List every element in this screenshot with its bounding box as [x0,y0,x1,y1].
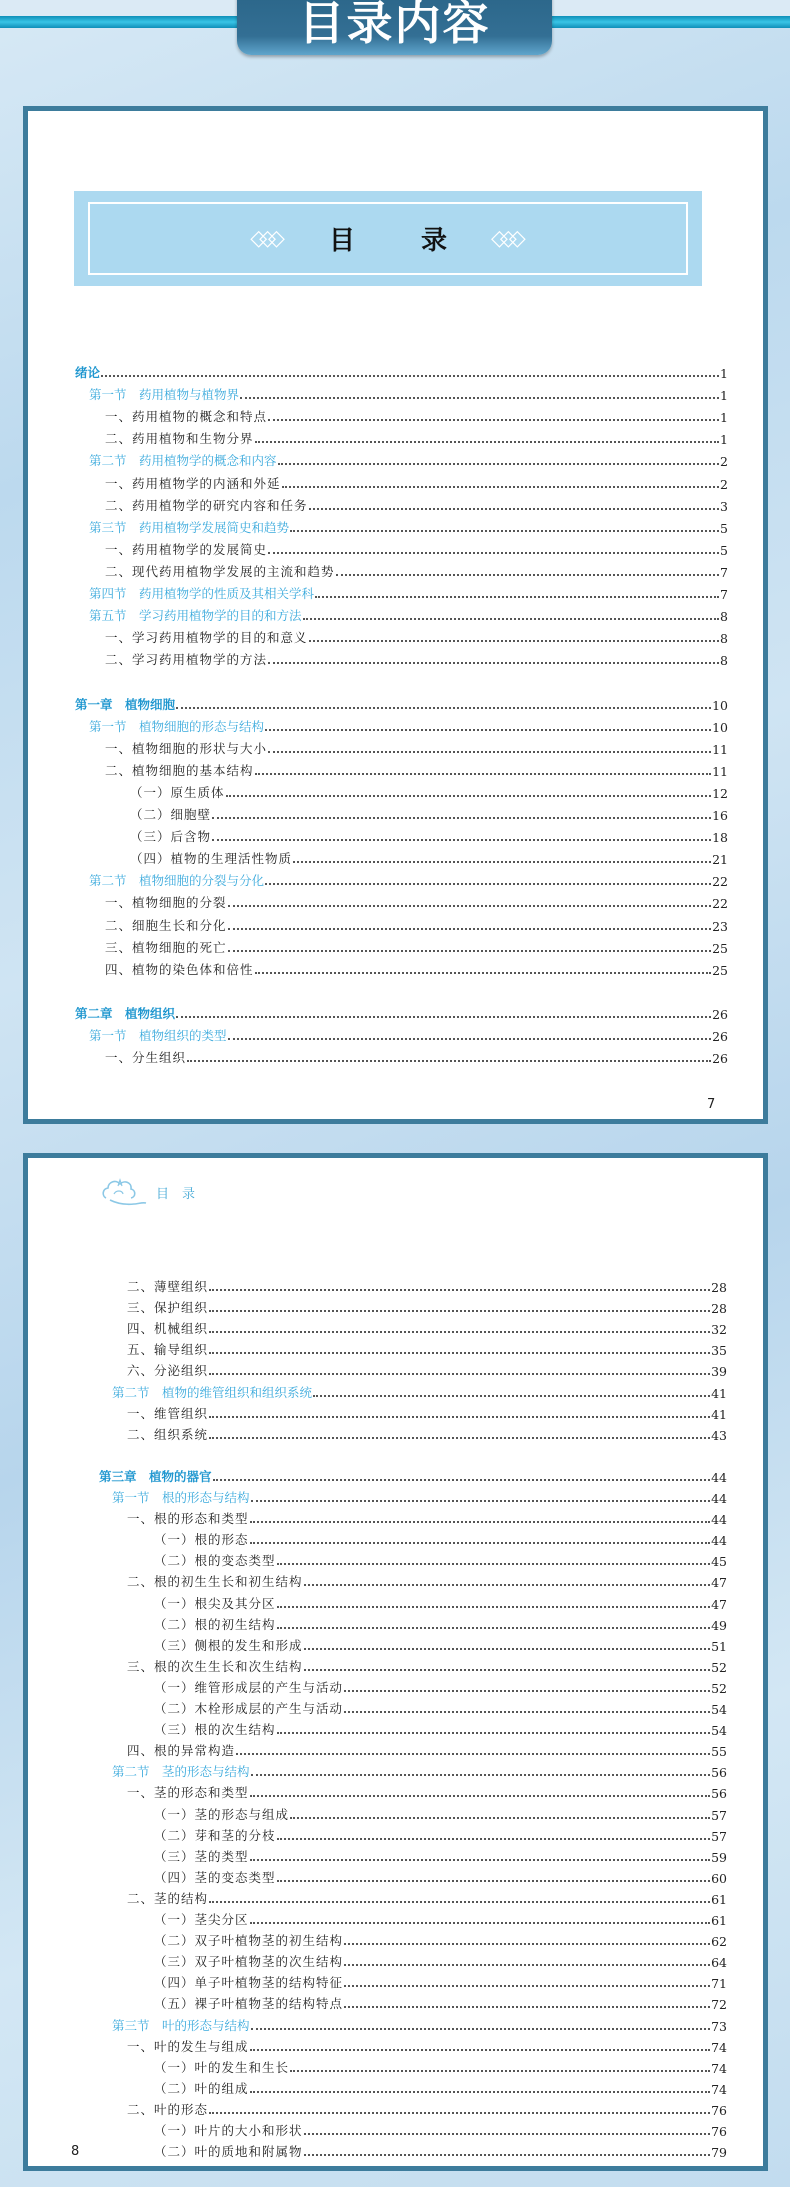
toc-entry-item[interactable] [127,1296,727,1316]
toc-entry-label: （一）叶的发生和生长 [154,2059,290,2075]
toc-entry-label: 第二节 植物细胞的分裂与分化 [89,873,265,889]
toc-entry-chapter[interactable] [75,693,728,713]
toc-entry-sub[interactable] [154,1592,727,1612]
dot-leader [277,1732,711,1734]
dot-leader [250,2049,711,2051]
toc-entry-page: 71 [711,1976,727,1992]
dot-leader [209,1289,710,1291]
toc-entry-sub[interactable] [154,2056,727,2076]
dot-leader [265,883,711,885]
toc-entry-item[interactable] [127,1739,727,1759]
toc-entry-page: 56 [711,1786,727,1802]
toc-entry-label: （二）叶的组成 [154,2080,249,2096]
toc-entry-sub[interactable] [154,1824,727,1844]
toc-entry-label: 一、叶的发生与组成 [127,2038,249,2054]
dot-leader [315,596,719,598]
toc-entry-label: （一）根尖及其分区 [154,1595,276,1611]
toc-entry-sub[interactable] [154,2077,727,2097]
toc-entry-label: 第一节 药用植物与植物界 [89,387,240,403]
toc-entry-label: 三、植物细胞的死亡 [105,939,227,955]
dot-leader [212,817,711,819]
toc-entry-page: 28 [711,1301,727,1317]
toc-entry-label: 二、薄壁组织 [127,1279,209,1294]
toc-entry-label: 二、细胞生长和分化 [105,917,227,933]
toc-entry-item[interactable] [105,560,728,580]
running-head [100,1176,195,1208]
toc-entry-section[interactable] [89,869,728,889]
toc-entry-item[interactable] [105,626,728,646]
toc-entry-sub[interactable] [154,1950,727,1970]
toc-entry-label: 第一节 植物细胞的形态与结构 [89,718,265,734]
toc-entry-page: 22 [712,896,728,912]
toc-entry-sub[interactable] [154,1718,727,1738]
toc-entry-label: 二、茎的结构 [127,1890,209,1906]
toc-entry-page: 23 [712,918,728,934]
toc-entry-page: 26 [712,1006,728,1022]
dot-leader [277,1606,711,1608]
toc-entry-label: 第二节 植物的维管组织和组织系统 [112,1384,313,1400]
toc-entry-label: 二、学习药用植物学的方法 [105,652,268,668]
dot-leader [277,1627,711,1629]
toc-entry-chapter[interactable] [75,1002,728,1022]
toc-entry-item[interactable] [105,472,728,492]
toc-entry-sub[interactable] [154,1549,727,1569]
toc-entry-page: 47 [711,1575,727,1591]
diamond-ornament-icon: ◇◇◇ [250,226,277,251]
toc-entry-item[interactable] [127,1887,727,1907]
toc-entry-label: （三）后含物 [130,829,212,845]
toc-entry-page: 39 [711,1364,727,1380]
toc-entry-page: 44 [711,1533,727,1549]
toc-entry-section[interactable] [89,383,728,403]
dot-leader [209,1437,710,1439]
toc-entry-label: 第一节 植物组织的类型 [89,1028,227,1043]
toc-entry-label: （五）裸子叶植物茎的结构特点 [154,1996,344,2012]
toc-entry-item[interactable] [127,1402,727,1422]
dot-leader [209,1310,710,1312]
toc-entry-page: 28 [711,1280,727,1295]
toc-entry-label: 第三节 叶的形态与结构 [112,2017,250,2033]
dot-leader [290,530,719,532]
dot-leader [176,1016,711,1018]
toc-entry-page: 51 [711,1638,727,1654]
toc-entry-label: 一、植物细胞的形状与大小 [105,740,268,756]
toc-entry-page: 59 [711,1849,727,1865]
toc-entry-label: 二、现代药用植物学发展的主流和趋势 [105,563,335,579]
toc-entry-item[interactable] [127,1275,727,1295]
dot-leader [304,1669,711,1671]
toc-entry-label: 一、药用植物学的发展简史 [105,541,268,557]
dot-leader [228,1038,712,1040]
toc-entry-page: 8 [720,609,728,625]
toc-entry-page: 26 [712,1029,728,1044]
toc-entry-item[interactable] [105,936,728,956]
toc-entry-sub[interactable] [154,1908,727,1928]
toc-entry-label: 一、药用植物学的内涵和外延 [105,475,281,491]
toc-entry-label: （二）双子叶植物茎的初生结构 [154,1933,344,1949]
toc-entry-page: 62 [711,1934,727,1950]
toc-entry-section[interactable] [89,582,728,602]
dot-leader [277,1838,711,1840]
dot-leader [209,1373,710,1375]
toc-entry-item[interactable] [127,1655,727,1675]
toc-entry-label: 四、根的异常构造 [127,1743,236,1759]
toc-entry-page: 26 [712,1051,728,1067]
toc-title-box [74,191,702,286]
toc-entry-item[interactable] [127,1781,727,1801]
toc-entry-page: 47 [711,1596,727,1612]
toc-entry-page: 1 [720,388,728,404]
toc-entry-item[interactable] [105,891,728,911]
toc-entry-label: （二）细胞壁 [130,807,212,822]
toc-entry-page: 21 [712,852,728,868]
toc-entry-item[interactable] [105,405,728,425]
toc-entry-item[interactable] [105,427,728,447]
toc-entry-label: 六、分泌组织 [127,1363,209,1379]
toc-entry-page: 7 [720,587,728,602]
toc-entry-sub[interactable] [130,803,728,823]
toc-entry-page: 54 [711,1723,727,1739]
toc-entry-page: 41 [711,1385,727,1401]
dot-leader [304,2154,711,2156]
toc-entry-section[interactable] [89,1024,728,1044]
toc-entry-item[interactable] [105,914,728,934]
toc-entry-sub[interactable] [154,1992,727,2012]
toc-entry-label: （四）茎的变态类型 [154,1869,276,1885]
dot-leader [250,1795,711,1797]
toc-entry-sub[interactable] [154,1697,727,1717]
toc-entry-item[interactable] [105,648,728,668]
toc-entry-section[interactable] [89,516,728,536]
toc-entry-chapter[interactable] [75,361,728,381]
toc-entry-page: 43 [711,1427,727,1443]
diamond-ornament-icon: ◇◇◇ [491,226,518,251]
dot-leader [293,861,711,863]
toc-entry-page: 11 [712,741,728,757]
dot-leader [250,1922,711,1924]
toc-entry-label: 第五节 学习药用植物学的目的和方法 [89,608,302,624]
toc-entry-label: 四、机械组织 [127,1321,209,1337]
toc-entry-label: 五、输导组织 [127,1342,209,1358]
dot-leader [250,1542,711,1544]
toc-entry-label: 绪论 [75,365,101,380]
toc-entry-item[interactable] [105,494,728,514]
dot-leader [209,1901,710,1903]
toc-entry-item[interactable] [127,1338,727,1358]
toc-entry-page: 52 [711,1659,727,1675]
toc-entry-page: 5 [720,542,728,558]
toc-entry-item[interactable] [127,1423,727,1443]
dot-leader [228,905,712,907]
dot-leader [228,950,712,952]
toc-entry-sub[interactable] [130,781,728,801]
banner-title: 目录内容 [237,0,552,55]
toc-entry-label: 第二节 药用植物学的概念和内容 [89,453,277,469]
toc-entry-page: 55 [711,1744,727,1760]
toc-entry-page: 41 [711,1406,727,1422]
dot-leader [344,1690,710,1692]
dot-leader [344,1711,710,1713]
toc-entry-page: 44 [711,1512,727,1528]
toc-entry-label: （二）芽和茎的分枝 [154,1827,276,1843]
toc-entry-label: 一、植物细胞的分裂 [105,895,227,911]
dot-leader [101,375,719,377]
toc-entry-label: 一、根的形态和类型 [127,1511,249,1527]
toc-entry-sub[interactable] [154,1971,727,1991]
running-head-text: 目 录 [156,1186,196,1202]
toc-entry-label: 二、根的初生生长和初生结构 [127,1574,303,1590]
toc-entry-page: 60 [711,1870,727,1886]
toc-entry-label: （四）植物的生理活性物质 [130,851,293,867]
toc-entry-label: 二、叶的形态 [127,2101,209,2117]
toc-entry-label: （二）根的变态类型 [154,1553,276,1569]
toc-entry-item[interactable] [105,538,728,558]
toc-entry-sub[interactable] [154,2140,727,2160]
toc-entry-page: 64 [711,1955,727,1971]
toc-entry-item[interactable] [105,958,728,978]
toc-entry-item[interactable] [127,1507,727,1527]
toc-entry-page: 12 [712,785,728,801]
toc-entry-page: 35 [711,1343,727,1359]
dot-leader [255,441,720,443]
dot-leader [277,1880,711,1882]
dot-leader [255,972,712,974]
toc-entry-page: 72 [711,1997,727,2013]
toc-entry-page: 18 [712,830,728,846]
toc-entry-label: 二、药用植物和生物分界 [105,431,254,447]
toc-entry-page: 61 [711,1891,727,1907]
toc-entry-page: 2 [720,454,728,470]
toc-entry-sub[interactable] [154,1803,727,1823]
toc-entry-page: 57 [711,1828,727,1844]
dot-leader [240,397,719,399]
dot-leader [265,729,711,731]
toc-entry-page: 45 [711,1554,727,1570]
toc-entry-page: 5 [720,520,728,536]
toc-entry-page: 73 [711,2018,727,2034]
toc-entry-label: 第二节 茎的形态与结构 [112,1764,250,1780]
toc-entry-label: 第三章 植物的器官 [99,1468,212,1484]
toc-entry-page: 3 [720,498,728,514]
toc-entry-section[interactable] [112,2014,727,2034]
dot-leader [303,618,720,620]
toc-entry-sub[interactable] [154,2119,727,2139]
dot-leader [209,1352,710,1354]
dot-leader [282,486,720,488]
toc-entry-page: 61 [711,1913,727,1928]
toc-entry-item[interactable] [127,1317,727,1337]
toc-entry-section[interactable] [112,1486,727,1506]
toc-entry-label: 四、植物的染色体和倍性 [105,961,254,977]
dot-leader [344,1943,710,1945]
toc-entry-label: 一、学习药用植物学的目的和意义 [105,630,308,646]
toc-entry-page: 79 [711,2145,727,2161]
toc-entry-page: 74 [711,2039,727,2055]
toc-entry-page: 76 [711,2102,727,2118]
toc-entry-page: 25 [712,940,728,956]
toc-entry-page: 10 [712,719,728,735]
toc-entry-page: 1 [720,366,728,381]
dot-leader [344,2006,710,2008]
toc-entry-label: 第二章 植物组织 [75,1005,176,1021]
toc-entry-page: 2 [720,476,728,492]
dot-leader [226,795,712,797]
toc-entry-sub[interactable] [130,847,728,867]
cloud-ornament-icon [100,1176,148,1208]
toc-entry-page: 22 [712,874,728,890]
toc-entry-label: （三）双子叶植物茎的次生结构 [154,1954,344,1970]
toc-entry-sub[interactable] [154,1676,727,1696]
toc-entry-page: 57 [711,1807,727,1823]
toc-entry-item[interactable] [105,759,728,779]
dot-leader [212,839,711,841]
toc-entry-sub[interactable] [154,1929,727,1949]
toc-entry-sub[interactable] [154,1634,727,1654]
toc-entry-label: 第一章 植物细胞 [75,696,176,712]
dot-leader [251,2028,711,2030]
dot-leader [268,662,719,664]
toc-entry-label: （二）木栓形成层的产生与活动 [154,1701,344,1716]
toc-entry-label: 第一节 根的形态与结构 [112,1490,250,1505]
toc-entry-page: 74 [711,2060,727,2076]
toc-entry-label: 三、根的次生生长和次生结构 [127,1658,303,1674]
toc-entry-item[interactable] [127,2035,727,2055]
toc-entry-label: （一）根的形态 [154,1532,249,1548]
dot-leader [309,508,720,510]
toc-entry-page: 1 [720,432,728,448]
toc-entry-item[interactable] [127,2098,727,2118]
dot-leader [304,1648,711,1650]
dot-leader [236,1753,710,1755]
page-number: 8 [71,2144,80,2159]
toc-entry-page: 56 [711,1765,727,1781]
dot-leader [228,928,712,930]
dot-leader [255,773,712,775]
toc-entry-sub[interactable] [154,1613,727,1633]
dot-leader [290,2070,710,2072]
toc-entry-sub[interactable] [154,1866,727,1886]
toc-entry-section[interactable] [89,715,728,735]
dot-leader [251,1774,711,1776]
toc-entry-page: 76 [711,2124,727,2139]
toc-entry-item[interactable] [105,1046,728,1066]
toc-entry-label: （三）茎的类型 [154,1848,249,1864]
toc-entry-page: 8 [720,631,728,647]
dot-leader [344,1964,710,1966]
toc-entry-label: 三、保护组织 [127,1300,209,1316]
toc-entry-page: 7 [720,564,728,580]
toc-entry-label: 二、药用植物学的研究内容和任务 [105,497,308,513]
dot-leader [336,574,720,576]
toc-entry-label: 一、维管组织 [127,1405,209,1421]
toc-entry-label: 一、茎的形态和类型 [127,1785,249,1801]
toc-entry-page: 44 [711,1491,727,1506]
toc-entry-label: （三）侧根的发生和形成 [154,1637,303,1653]
toc-entry-page: 49 [711,1617,727,1633]
toc-entry-page: 74 [711,2081,727,2097]
dot-leader [309,640,720,642]
toc-entry-page: 52 [711,1680,727,1696]
dot-leader [313,1395,710,1397]
dot-leader [250,2091,711,2093]
toc-entry-sub[interactable] [130,825,728,845]
toc-entry-label: 二、组织系统 [127,1426,209,1442]
page-number: 7 [707,1097,716,1112]
toc-entry-label: （一）茎的形态与组成 [154,1806,290,1822]
dot-leader [268,419,719,421]
dot-leader [304,2133,711,2135]
toc-entry-label: （一）叶片的大小和形状 [154,2123,303,2138]
toc-entry-page: 1 [720,410,728,426]
toc-entry-section[interactable] [89,449,728,469]
dot-leader [176,707,711,709]
toc-entry-label: （二）叶的质地和附属物 [154,2144,303,2160]
dot-leader [251,1500,711,1502]
toc-entry-chapter[interactable] [99,1465,727,1485]
toc-entry-page: 10 [712,697,728,713]
toc-entry-page: 44 [711,1469,727,1485]
dot-leader [209,2112,710,2114]
dot-leader [187,1060,711,1062]
toc-entry-label: （二）根的初生结构 [154,1616,276,1632]
toc-entry-section[interactable] [112,1760,727,1780]
toc-entry-section[interactable] [89,604,728,624]
dot-leader [250,1521,711,1523]
toc-entry-sub[interactable] [154,1845,727,1865]
toc-entry-item[interactable] [105,737,728,757]
dot-leader [277,1563,711,1565]
dot-leader [213,1479,711,1481]
toc-entry-page: 11 [712,763,728,779]
toc-entry-label: 第三节 药用植物学发展简史和趋势 [89,519,290,535]
toc-entry-page: 25 [712,962,728,978]
dot-leader [268,552,719,554]
toc-entry-label: （四）单子叶植物茎的结构特征 [154,1975,344,1991]
toc-entry-item[interactable] [127,1359,727,1379]
dot-leader [344,1985,710,1987]
dot-leader [304,1584,711,1586]
toc-entry-page: 54 [711,1702,727,1717]
toc-entry-page: 8 [720,653,728,669]
dot-leader [268,751,711,753]
toc-page-2 [23,1153,768,2171]
toc-entry-page: 16 [712,808,728,823]
toc-entry-label: 二、植物细胞的基本结构 [105,762,254,778]
toc-entry-page: 32 [711,1322,727,1338]
dot-leader [209,1416,710,1418]
dot-leader [209,1331,710,1333]
dot-leader [250,1859,711,1861]
toc-title: 目 录 [328,226,467,256]
toc-entry-label: （一）原生质体 [130,784,225,800]
toc-entry-label: 一、分生组织 [105,1050,187,1066]
toc-entry-label: 第四节 药用植物学的性质及其相关学科 [89,586,315,601]
toc-entry-item[interactable] [127,1570,727,1590]
toc-entry-label: （一）维管形成层的产生与活动 [154,1679,344,1695]
toc-entry-section[interactable] [112,1381,727,1401]
toc-page-1 [23,106,768,1124]
toc-entry-sub[interactable] [154,1528,727,1548]
toc-entry-label: （三）根的次生结构 [154,1722,276,1738]
dot-leader [278,463,720,465]
dot-leader [290,1817,710,1819]
toc-entry-label: （一）茎尖分区 [154,1912,249,1927]
toc-entry-label: 一、药用植物的概念和特点 [105,409,268,425]
